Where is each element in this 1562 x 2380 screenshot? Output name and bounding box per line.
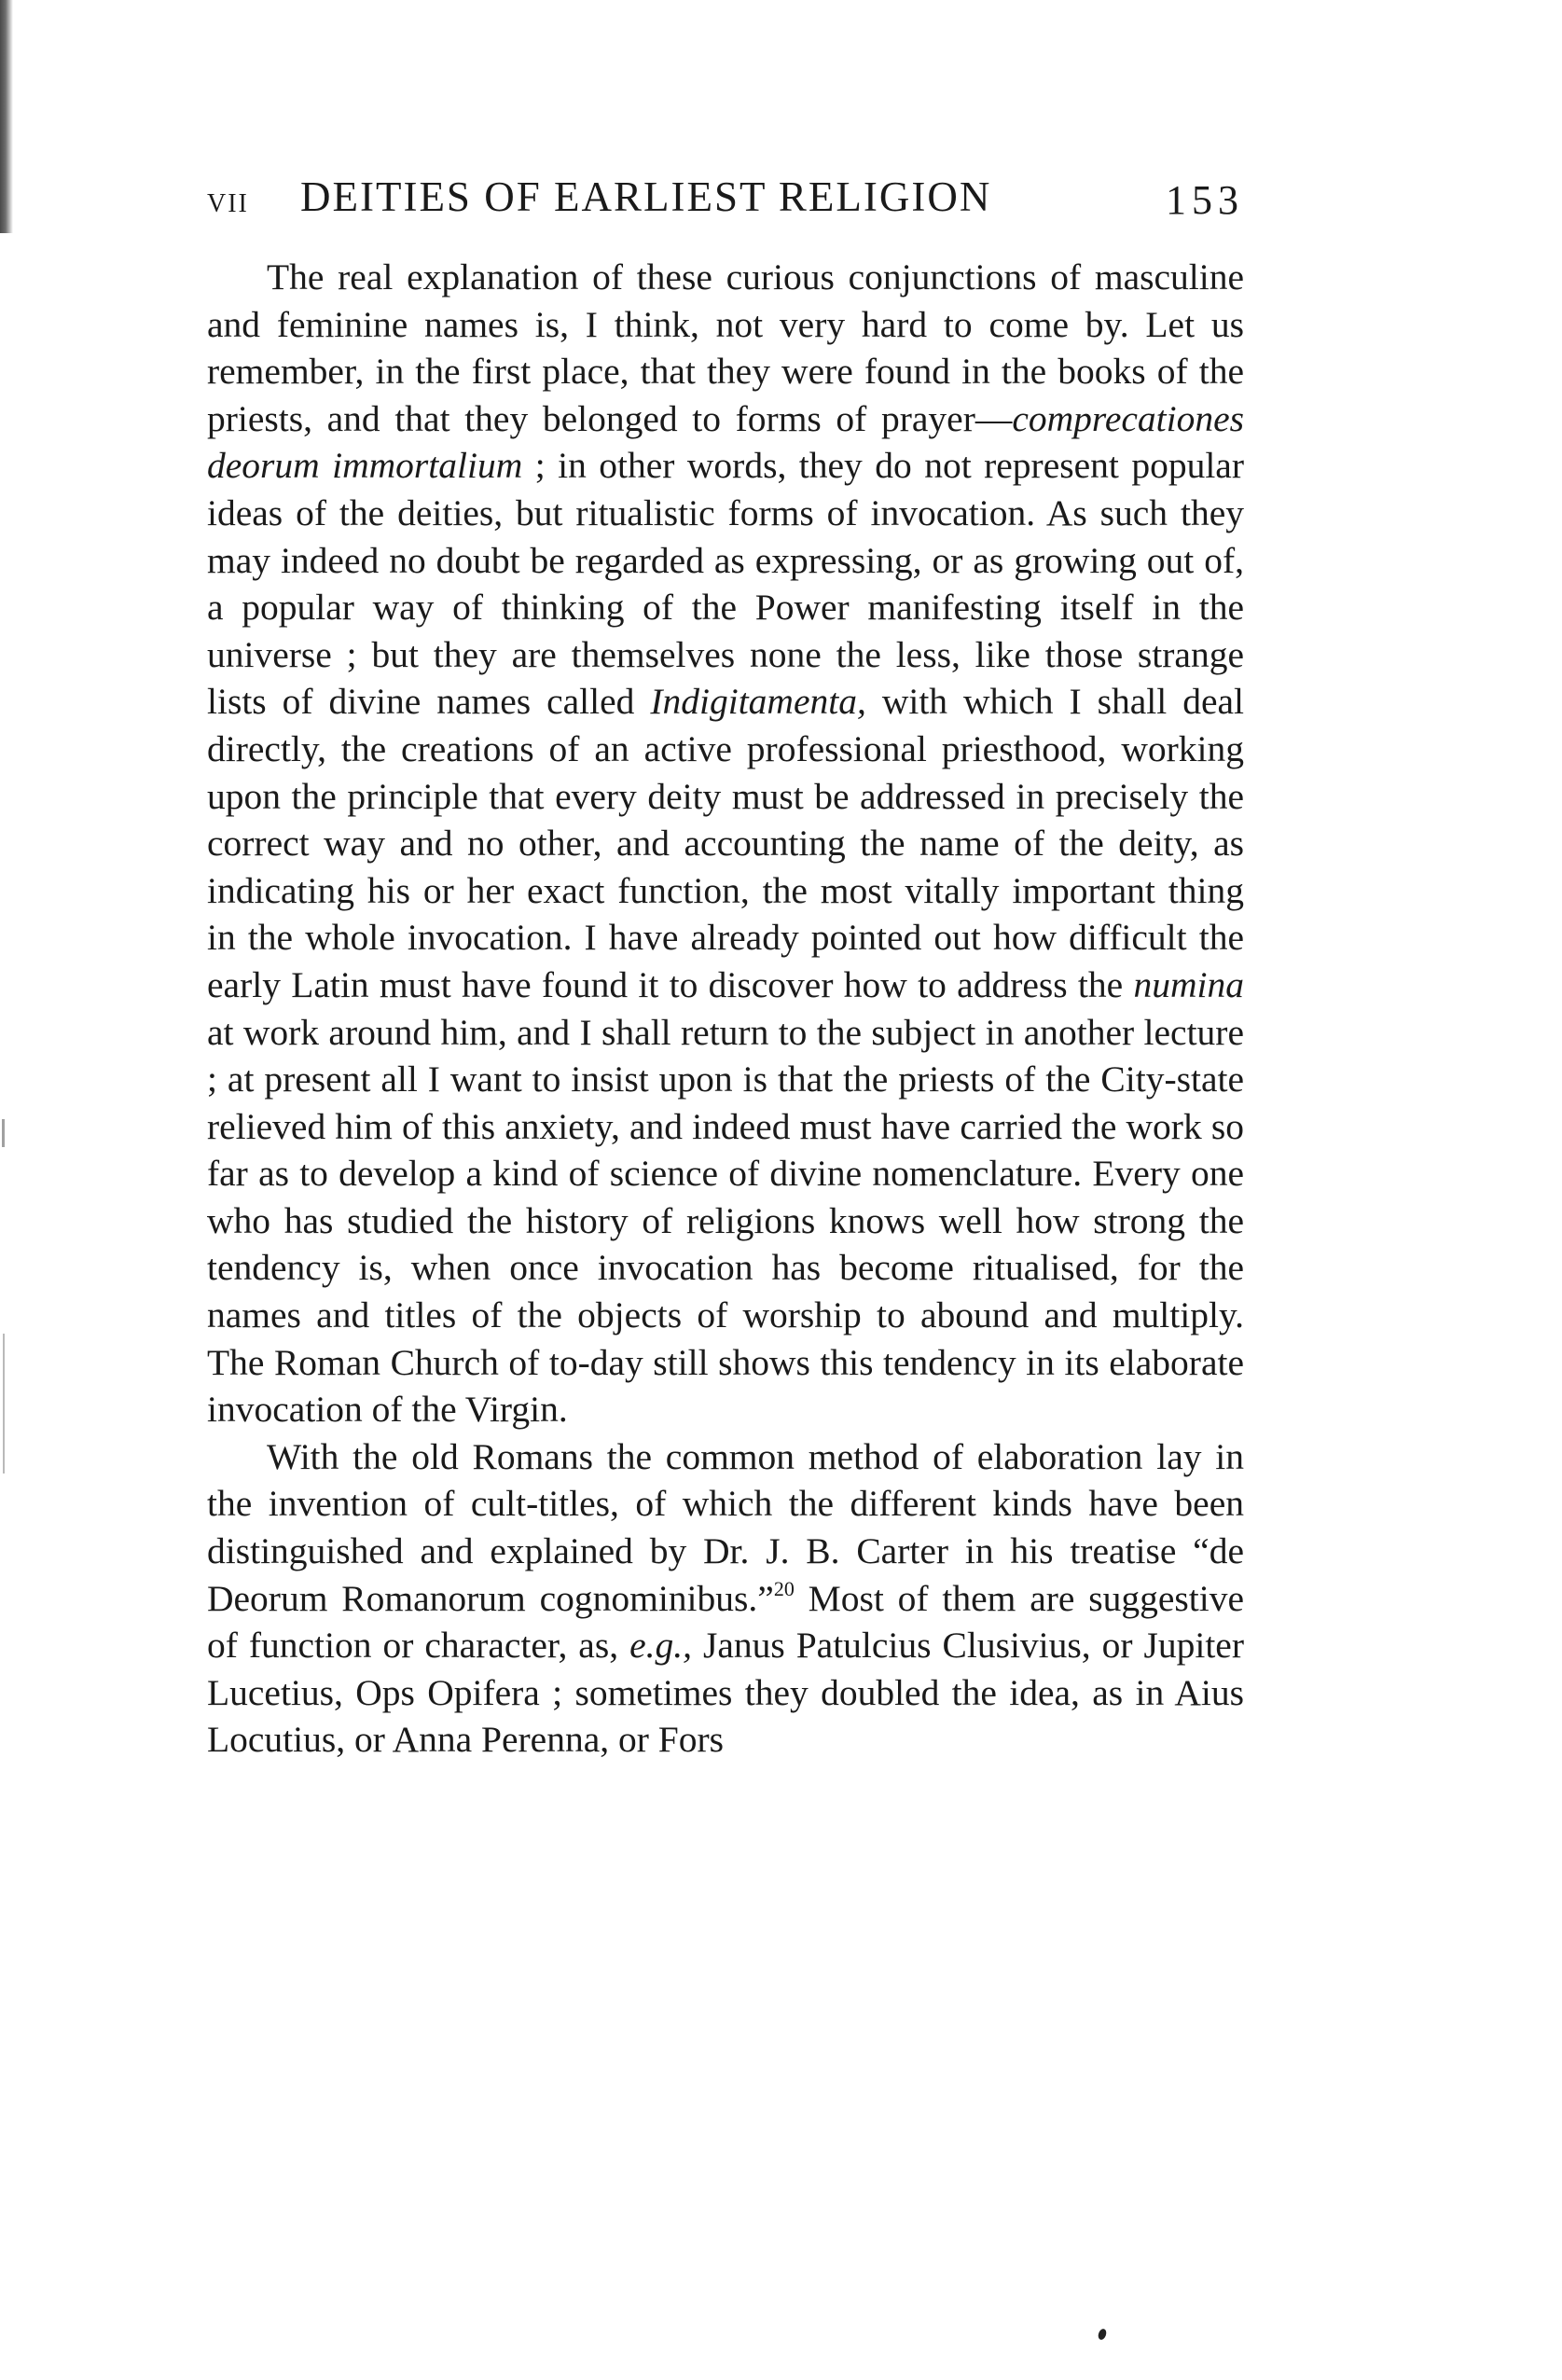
chapter-number: VII	[207, 189, 249, 218]
paragraph	[207, 254, 1244, 1433]
text-run: The real explanation of these curious conjunctions of masculine and feminine names is, I think, not very hard to come by. Let us remember, in the first place, that they were found in the books of the priests, and that they belonged to forms of prayer—	[207, 256, 1244, 439]
running-title: DEITIES OF EARLIEST RELIGION	[300, 173, 992, 220]
body-text	[207, 254, 1244, 1764]
binding-edge	[0, 0, 13, 233]
text-run: With the old Romans the common method of elaboration lay in the invention of cult-titles, of which the different kinds have been distinguished and explained by Dr. J. B. Carter in his treatise “de Deorum Romanorum cognominibus.”	[207, 1435, 1244, 1619]
italic-phrase: e.g.,	[629, 1625, 692, 1667]
binding-mark	[2, 1119, 5, 1147]
text-run: with which I shall deal directly, the creations of an active professional priesthood, working upon the principle that every deity must be addressed in precisely the correct way and no other, and accounting the name of the deity, as indicating his or her exact function, the most vitally important thing in the whole invocation. I have already pointed out how difficult the early Latin must have found it to discover how to address the	[207, 681, 1244, 1005]
text-run: Janus Patulcius Clusivius, or Jupiter Lucetius, Ops Opifera ; sometimes they doubled the idea, as in Aius Locutius, or Anna Perenna, or Fors	[207, 1625, 1244, 1761]
paragraph	[207, 1433, 1244, 1764]
page-number: 153	[1166, 177, 1244, 223]
ink-speck	[1097, 2328, 1108, 2341]
running-header	[207, 173, 1244, 228]
text-run: ; in other words, they do not represent popular ideas of the deities, but ritualistic forms of invocation. As such they may indeed no doubt be regarded as expressing, or as growing out of, a popular way of thinking of the Power manifesting itself in the universe ; but they are themselves none the less, like those strange lists of divine names called	[207, 445, 1244, 723]
italic-phrase: numina	[1133, 963, 1244, 1005]
footnote-marker: 20	[773, 1576, 795, 1600]
text-run: at work around him, and I shall return to the subject in another lecture ; at present all I want to insist upon is that the priests of the City-state relieved him of this anxiety, and indeed must have carried the work so far as to develop a kind of science of divine nomenclature. Every one who has studied the history of religions knows well how strong the tendency is, when once invocation has become ritualised, for the names and titles of the objects of worship to abound and multiply. The Roman Church of to-day still shows this tendency in its elaborate invocation of the Virgin.	[207, 1011, 1244, 1431]
binding-mark	[3, 1334, 5, 1474]
text-run: Most of them are suggestive of function or character, as,	[207, 1577, 1245, 1667]
italic-phrase: comprecationes deorum immortalium	[207, 397, 1244, 487]
italic-phrase: Indigitamenta,	[650, 681, 866, 723]
